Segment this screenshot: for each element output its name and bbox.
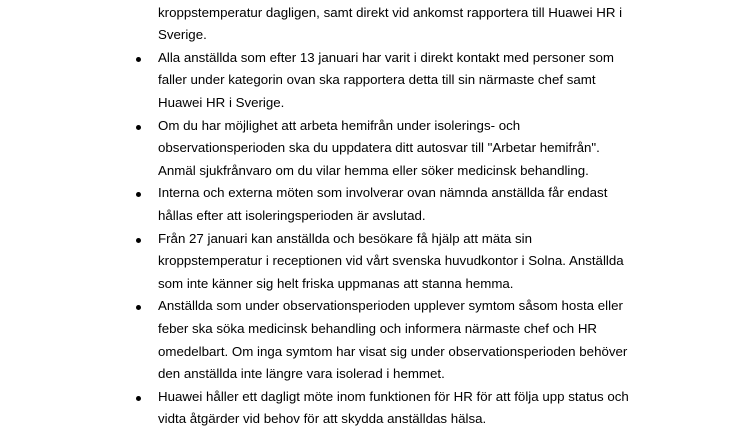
bullet-point: [136, 57, 141, 62]
document-text-line: observationsperioden ska du uppdatera ditt autosvar till "Arbetar hemifrån".: [158, 140, 600, 156]
document-text-line: faller under kategorin ovan ska rapportera detta till sin närmaste chef samt: [158, 72, 596, 88]
document-text-line: som inte känner sig helt friska uppmanas att stanna hemma.: [158, 275, 514, 291]
document-text-line: kroppstemperatur i receptionen vid vårt svenska huvudkontor i Solna. Anställda: [158, 253, 624, 269]
bullet-point: [136, 238, 141, 243]
document-text-line: Anmäl sjukfrånvaro om du vilar hemma eller söker medicinsk behandling.: [158, 162, 589, 178]
document-text-line: omedelbart. Om inga symtom har visat sig under observationsperioden behöver: [158, 343, 628, 359]
document-text-line: den anställda inte längre vara isolerad i hemmet.: [158, 366, 445, 382]
document-text-line: Huawei håller ett dagligt möte inom funktionen för HR för att följa upp status och: [158, 388, 629, 404]
document-text-line: Interna och externa möten som involverar ovan nämnda anställda får endast: [158, 185, 608, 201]
bullet-point: [136, 125, 141, 130]
bullet-point: [136, 192, 141, 197]
document-text-line: feber ska söka medicinsk behandling och informera närmaste chef och HR: [158, 321, 598, 336]
document-text-line: Sverige.: [158, 27, 207, 43]
document-text-line: Alla anställda som efter 13 januari har varit i direkt kontakt med personer som: [158, 49, 615, 65]
document-text-line: hållas efter att isoleringsperioden är avslutad.: [158, 208, 426, 223]
bullet-point: [136, 396, 141, 401]
document-text-line: Anställda som under observationsperioden upplever symtom såsom hosta eller: [158, 298, 623, 314]
bullet-point: [136, 305, 141, 310]
document-text-line: kroppstemperatur dagligen, samt direkt vid ankomst rapportera till Huawei HR i: [158, 4, 623, 20]
document-text-line: Från 27 januari kan anställda och besökare få hjälp att mäta sin: [158, 230, 533, 246]
document-text-line: vidta åtgärder vid behov för att skydda anställdas hälsa.: [158, 411, 487, 427]
document-text-line: Om du har möjlighet att arbeta hemifrån under isolerings- och: [158, 117, 521, 133]
document-text-line: Huawei HR i Sverige.: [158, 95, 285, 110]
